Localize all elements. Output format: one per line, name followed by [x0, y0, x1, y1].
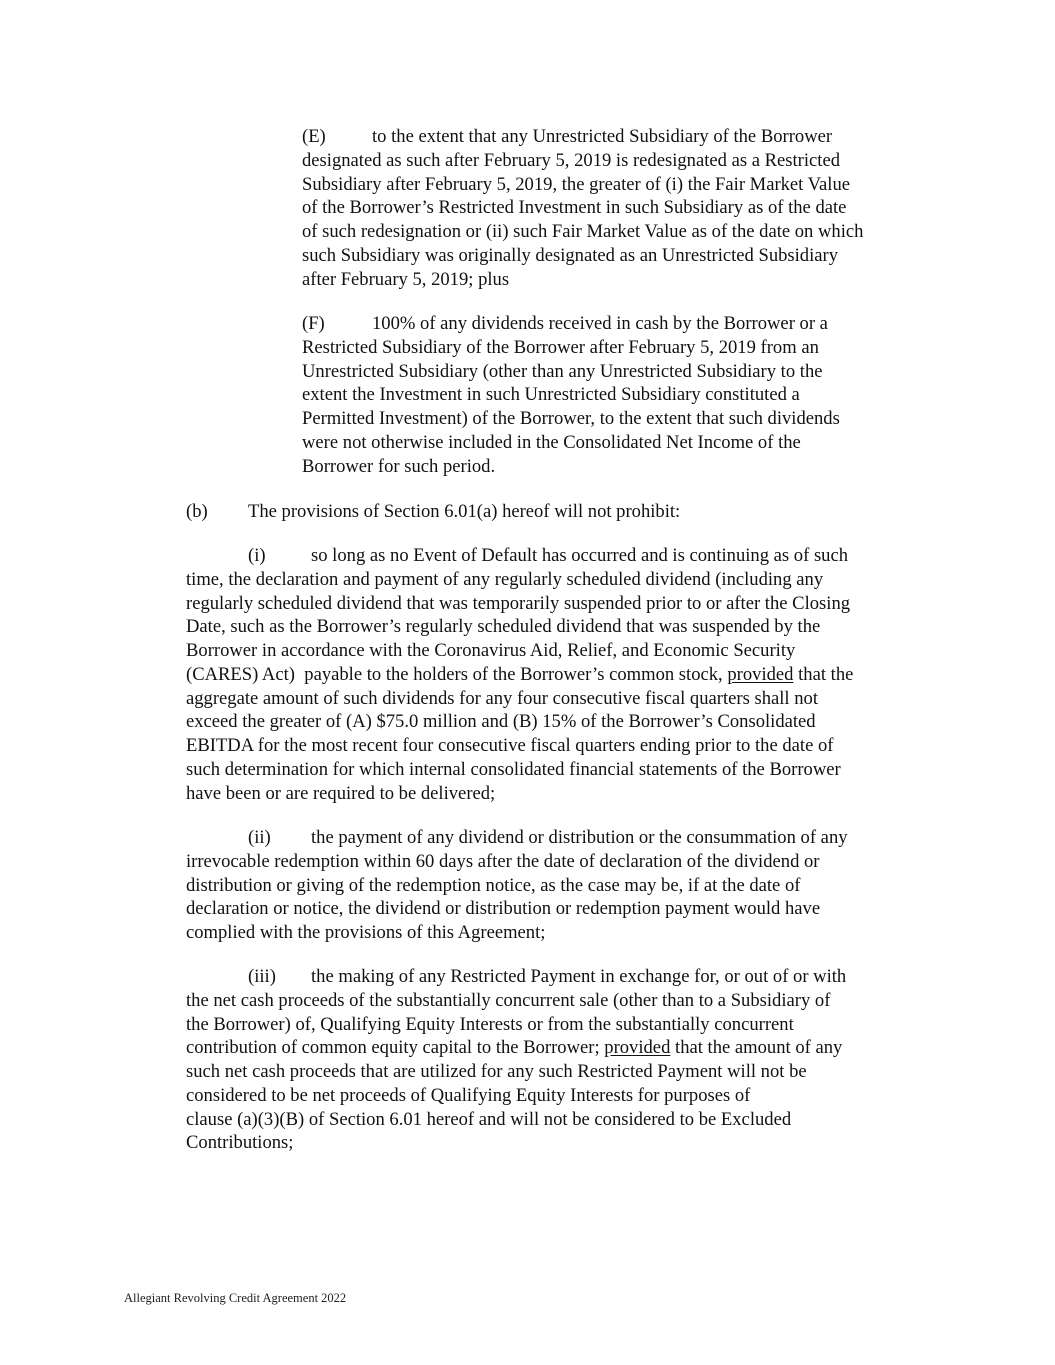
text-line: of such redesignation or (ii) such Fair Market Value as of the date on which	[302, 221, 864, 242]
text-line: clause (a)(3)(B) of Section 6.01 hereof and will not be considered to be Excluded	[186, 1108, 792, 1130]
text-line	[186, 663, 946, 687]
text-segment: The provisions of Section 6.01(a) hereof will not prohibit:	[248, 501, 681, 522]
text-line: complied with the provisions of this Agreement;	[186, 922, 546, 943]
paragraph-e	[302, 125, 942, 291]
text-line: of the Borrower’s Restricted Investment in such Subsidiary as of the date	[302, 197, 847, 219]
text-segment: to the extent that any Unrestricted Subsidiary of the Borrower	[372, 126, 833, 147]
text-line	[186, 544, 946, 568]
text-line: such Subsidiary was originally designated as an Unrestricted Subsidiary	[302, 244, 839, 266]
text-segment: (CARES) Act) payable to the holders of the Borrower’s common stock,	[186, 663, 728, 685]
paragraph-b	[186, 500, 946, 524]
text-line: exceed the greater of (A) $75.0 million and (B) 15% of the Borrower’s Consolidated	[186, 711, 816, 733]
text-line: Unrestricted Subsidiary (other than any Unrestricted Subsidiary to the	[302, 360, 823, 382]
text-line	[186, 1036, 946, 1060]
text-segment: that the amount of any	[670, 1037, 843, 1059]
text-line: Contributions;	[186, 1132, 294, 1154]
text-line	[302, 312, 942, 336]
paragraph-ii	[186, 826, 946, 945]
text-line	[302, 125, 942, 149]
text-line: the net cash proceeds of the substantially concurrent sale (other than to a Subsidiary of	[186, 989, 831, 1011]
paragraph-iii	[186, 965, 946, 1155]
text-line: have been or are required to be delivered;	[186, 782, 496, 804]
page-footer: Allegiant Revolving Credit Agreement 2022	[124, 1291, 347, 1305]
paragraph-marker: (b)	[186, 501, 208, 522]
text-line: aggregate amount of such dividends for any four consecutive fiscal quarters shall not	[186, 687, 818, 709]
text-line: the Borrower) of, Qualifying Equity Interests or from the substantially concurrent	[186, 1013, 794, 1035]
text-line: after February 5, 2019; plus	[302, 268, 510, 290]
text-line: Date, such as the Borrower’s regularly scheduled dividend that was suspended by the	[186, 616, 821, 638]
text-segment: so long as no Event of Default has occurred and is continuing as of such	[311, 545, 849, 566]
text-line: Restricted Subsidiary of the Borrower after February 5, 2019 from an	[302, 336, 819, 358]
text-line: Permitted Investment) of the Borrower, to the extent that such dividends	[302, 408, 840, 429]
text-line: designated as such after February 5, 2019 is redesignated as a Restricted	[302, 149, 841, 171]
text-line: declaration or notice, the dividend or distribution or redemption payment would have	[186, 898, 821, 920]
text-line: Borrower for such period.	[302, 455, 496, 477]
text-segment: that the	[793, 663, 854, 685]
paragraph-f	[302, 312, 942, 478]
text-line	[186, 965, 946, 989]
text-line: were not otherwise included in the Consolidated Net Income of the	[302, 431, 801, 453]
text-line	[186, 500, 946, 524]
text-line: such determination for which internal consolidated financial statements of the Borrower	[186, 758, 841, 780]
text-line: extent the Investment in such Unrestricted Subsidiary constituted a	[302, 384, 800, 406]
text-line: such net cash proceeds that are utilized for any such Restricted Payment will not be	[186, 1061, 807, 1082]
provided-term: provided	[727, 663, 794, 685]
text-line: Subsidiary after February 5, 2019, the greater of (i) the Fair Market Value	[302, 173, 850, 195]
text-segment: contribution of common equity capital to the Borrower;	[186, 1037, 605, 1059]
text-line: irrevocable redemption within 60 days after the date of declaration of the dividend or	[186, 850, 820, 872]
paragraph-marker: (E)	[302, 126, 326, 147]
paragraph-i	[186, 544, 946, 805]
text-line	[186, 826, 946, 850]
text-line: Borrower in accordance with the Coronavirus Aid, Relief, and Economic Security	[186, 640, 796, 661]
text-segment: 100% of any dividends received in cash by the Borrower or a	[372, 313, 828, 334]
text-line: EBITDA for the most recent four consecutive fiscal quarters ending prior to the date of	[186, 735, 834, 756]
text-line: considered to be net proceeds of Qualifying Equity Interests for purposes of	[186, 1084, 751, 1106]
text-segment: the payment of any dividend or distribution or the consummation of any	[311, 827, 848, 848]
text-line: distribution or giving of the redemption notice, as the case may be, if at the date of	[186, 874, 801, 896]
paragraph-marker: (i)	[248, 545, 266, 566]
text-line: time, the declaration and payment of any regularly scheduled dividend (including any	[186, 568, 824, 590]
provided-term: provided	[604, 1037, 671, 1059]
text-segment: the making of any Restricted Payment in exchange for, or out of or with	[311, 966, 847, 987]
text-line: regularly scheduled dividend that was temporarily suspended prior to or after the Closing	[186, 592, 851, 614]
paragraph-marker: (ii)	[248, 827, 271, 848]
paragraph-marker: (iii)	[248, 966, 276, 987]
paragraph-marker: (F)	[302, 313, 325, 334]
